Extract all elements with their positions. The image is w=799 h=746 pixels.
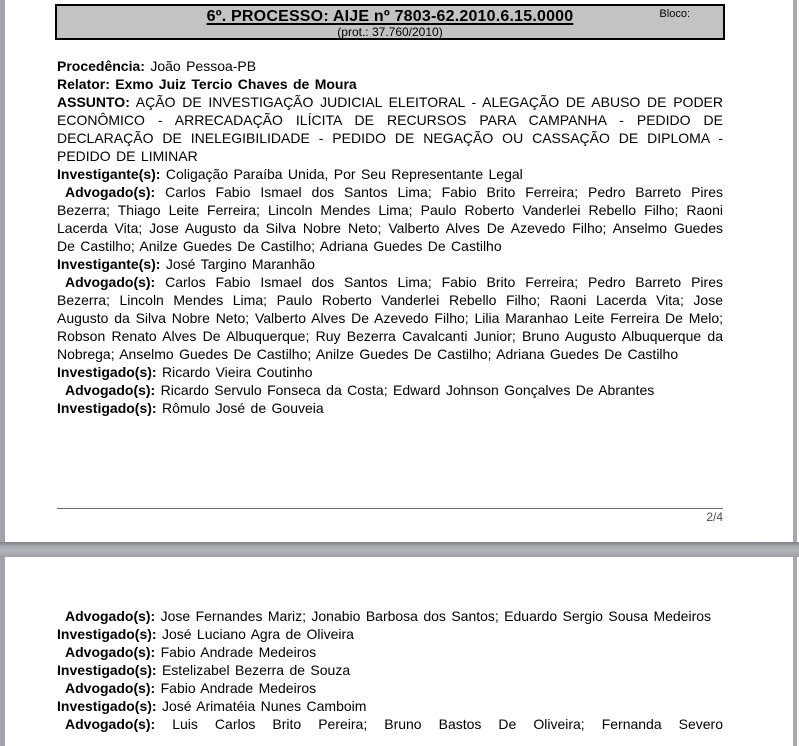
- field-row: [57, 381, 723, 399]
- field-row: [57, 273, 723, 363]
- field-label: Advogado(s):: [65, 382, 156, 398]
- page-body: [57, 607, 723, 733]
- field-label: Investigante(s):: [57, 256, 161, 272]
- field-value: Jose Fernandes Mariz; Jonabio Barbosa dos Santos; Eduardo Sergio Sousa Medeiros: [155, 608, 712, 624]
- field-row: [57, 363, 723, 381]
- field-value: AÇÃO DE INVESTIGAÇÃO JUDICIAL ELEITORAL - ALEGAÇÃO DE ABUSO DE PODER ECONÔMICO - ARRECADAÇÃO ILÍCITA DE RECURSOS PARA CAMPANHA - PEDIDO DE DECLARAÇÃO DE INELEGIBILIDADE - PEDIDO DE NEGAÇÃO OU CASSAÇÃO DE DIPLOMA - PEDIDO DE LIMINAR: [57, 94, 723, 164]
- field-row: [57, 57, 723, 75]
- field-label: Investigado(s):: [57, 364, 157, 380]
- field-label: Investigado(s):: [57, 698, 157, 714]
- field-label: Relator: Exmo Juiz Tercio Chaves de Moura: [57, 76, 357, 92]
- protocol-number: (prot.: 37.760/2010): [337, 25, 443, 39]
- field-value: José Targino Maranhão: [160, 256, 315, 272]
- page-separator: [0, 542, 799, 557]
- field-value: José Luciano Agra de Oliveira: [156, 626, 354, 642]
- field-value: Fabio Andrade Medeiros: [155, 644, 317, 660]
- document-page-2: [5, 0, 793, 542]
- page-body: [57, 57, 723, 417]
- field-row: [57, 255, 723, 273]
- field-label: Advogado(s):: [65, 608, 156, 624]
- field-row: [57, 607, 723, 625]
- field-label: Advogado(s):: [65, 644, 156, 660]
- field-row: [57, 643, 723, 661]
- field-label: Advogado(s):: [65, 716, 156, 732]
- field-row: [57, 183, 723, 255]
- field-row: [57, 697, 723, 715]
- field-value: José Arimatéia Nunes Camboim: [156, 698, 367, 714]
- process-header: [55, 4, 725, 40]
- field-label: Investigado(s):: [57, 400, 157, 416]
- field-label: ASSUNTO:: [57, 94, 130, 110]
- field-row: [57, 93, 723, 165]
- right-gutter: [793, 0, 797, 746]
- field-value: Fabio Andrade Medeiros: [155, 680, 317, 696]
- field-label: Investigante(s):: [57, 166, 161, 182]
- footer-rule: [57, 508, 723, 509]
- document-page-3: [5, 557, 793, 746]
- field-row: [57, 625, 723, 643]
- field-label: Procedência:: [57, 58, 145, 74]
- field-value: Estelizabel Bezerra de Souza: [156, 662, 351, 678]
- field-label: Advogado(s):: [65, 680, 156, 696]
- field-value: Ricardo Vieira Coutinho: [156, 364, 313, 380]
- field-row: [57, 661, 723, 679]
- bloco-label: Bloco:: [659, 8, 690, 20]
- field-value: Ricardo Servulo Fonseca da Costa; Edward Johnson Gonçalves De Abrantes: [155, 382, 655, 398]
- field-value: Rômulo José de Gouveia: [156, 400, 324, 416]
- field-label: Investigado(s):: [57, 662, 157, 678]
- field-value: Coligação Paraíba Unida, Por Seu Representante Legal: [160, 166, 523, 182]
- field-label: Advogado(s):: [65, 184, 156, 200]
- field-value: João Pessoa-PB: [144, 58, 257, 74]
- field-value: Carlos Fabio Ismael dos Santos Lima; Fabio Brito Ferreira; Pedro Barreto Pires Bezerra; Thiago Leite Ferreira; Lincoln Mendes Lima; Paulo Roberto Vanderlei Rebello Filho; Raoni Lacerda Vita; Jose Augusto da Silva Nobre Neto; Valberto Alves De Azevedo Filho; Anselmo Guedes De Castilho; Anilze Guedes De Castilho; Adriana Guedes De Castilho: [57, 184, 723, 254]
- process-title: 6º. PROCESSO: AIJE nº 7803-62.2010.6.15.0000: [206, 8, 574, 25]
- page-number-indicator: 2/4: [706, 510, 723, 524]
- field-value: Luis Carlos Brito Pereira; Bruno Bastos De Oliveira; Fernanda Severo: [155, 716, 723, 732]
- field-value: Carlos Fabio Ismael dos Santos Lima; Fabio Brito Ferreira; Pedro Barreto Pires Bezerra; Lincoln Mendes Lima; Paulo Roberto Vanderlei Rebello Filho; Raoni Lacerda Vita; Jose Augusto da Silva Nobre Neto; Valberto Alves De Azevedo Filho; Lilia Maranhao Leite Ferreira De Melo; Robson Renato Alves De Albuquerque; Ruy Bezerra Cavalcanti Junior; Bruno Augusto Albuquerque da Nobrega; Anselmo Guedes De Castilho; Anilze Guedes De Castilho; Adriana Guedes De Castilho: [57, 274, 723, 362]
- field-row: [57, 75, 723, 93]
- field-row: [57, 715, 723, 733]
- field-row: [57, 399, 723, 417]
- field-row: [57, 165, 723, 183]
- field-label: Investigado(s):: [57, 626, 157, 642]
- field-label: Advogado(s):: [65, 274, 156, 290]
- field-row: [57, 679, 723, 697]
